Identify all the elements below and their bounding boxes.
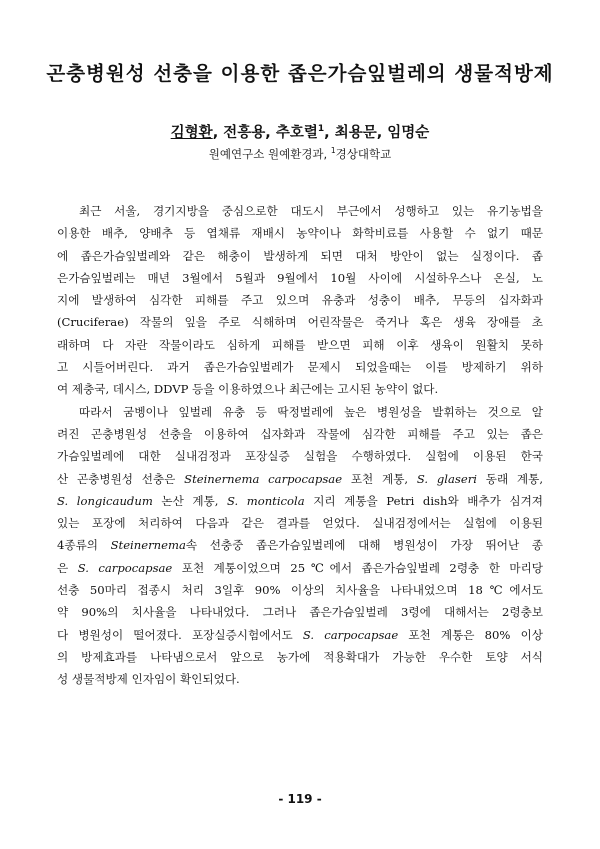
text-line <box>57 557 543 579</box>
text-segment: 여 제충국, 데시스, DDVP 등을 이용하였으나 최근에는 고시된 농약이 없다. <box>57 382 439 397</box>
text-segment: 약 90%의 치사율을 나타내었다. 그러나 좁은가슴잎벌레 3령에 대해서는 2령충보 <box>57 605 543 620</box>
text-segment: 산 곤충병원성 선충은 <box>57 471 185 486</box>
text-segment: 최근 서울, 경기지방을 중심으로한 대도시 부근에서 성행하고 있는 유기농법을 <box>79 204 543 218</box>
text-segment: 동래 계통, <box>476 471 543 486</box>
affiliation <box>0 146 600 162</box>
text-line <box>57 512 543 534</box>
text-segment: 성 생물적방제 인자임이 확인되었다. <box>57 672 240 687</box>
text-segment: (Cruciferae) 작물의 잎을 주로 식해하며 어린작물은 죽거나 혹은 생육 장애를 초 <box>57 315 543 330</box>
text-segment: 에 좁은가슴잎벌레와 같은 해충이 발생하게 되면 대처 방안이 없는 실정이다. 좁 <box>57 248 543 263</box>
text-line <box>57 468 543 490</box>
text-segment: 따라서 굼벵이나 잎벌레 유충 등 딱정벌레에 높은 병원성을 발휘하는 것으로 알 <box>79 404 543 419</box>
text-line <box>57 668 543 690</box>
affiliation-main: 원예연구소 원예환경과, <box>208 147 331 161</box>
species-name: S. monticola <box>226 493 305 508</box>
species-name: S. carpocapsae <box>302 627 399 642</box>
text-segment: 포천 계통은 80% 이상 <box>398 627 543 642</box>
text-line <box>57 423 543 445</box>
text-line <box>57 579 543 601</box>
text-segment: 포천 계통, <box>342 471 417 486</box>
text-segment: 다 병원성이 떨어졌다. 포장실증시험에서도 <box>57 627 303 642</box>
species-name: S. longicaudum <box>57 493 153 508</box>
text-line <box>57 356 543 378</box>
affiliation-second: 경상대학교 <box>335 147 392 161</box>
text-segment: 논산 계통, <box>152 493 227 508</box>
paragraph <box>57 200 543 401</box>
affiliation-mark: 1 <box>330 146 336 156</box>
species-name: Steinernema <box>110 538 186 553</box>
text-line <box>57 222 543 244</box>
author-list: 김형환, 전흥용, 추호렬$^1$, 최용문, 임명순 <box>170 124 430 141</box>
text-segment: 려진 곤충병원성 선충을 이용하여 십자화과 작물에 심각한 피해를 주고 있는 좁은 <box>57 426 543 441</box>
text-line <box>57 267 543 289</box>
text-segment: 고 시들어버린다. 과거 좁은가슴잎벌레가 문제시 되었을때는 이를 방제하기 위하 <box>57 360 543 375</box>
text-segment: 포천 계통이었으며 25℃에서 좁은가슴잎벌레 2령충 한 마리당 <box>172 560 543 575</box>
text-segment: 지리 계통을 Petri dish와 배추가 심겨져 <box>304 493 543 508</box>
paper-title: 곤충병원성 선충을 이용한 좁은가슴잎벌레의 생물적방제 <box>46 62 554 85</box>
species-name: S. carpocapsae <box>77 560 173 575</box>
text-line <box>57 490 543 512</box>
text-line <box>57 646 543 668</box>
text-line <box>57 245 543 267</box>
text-segment: 은가슴잎벌레는 매년 3월에서 5월과 9월에서 10월 사이에 시설하우스나 온실, 노 <box>57 270 543 285</box>
paragraph <box>57 401 543 691</box>
abstract-body <box>57 200 543 691</box>
species-name: S. glaseri <box>416 471 477 486</box>
text-line <box>57 289 543 311</box>
page-number: - 119 - <box>278 792 322 806</box>
text-line <box>57 601 543 623</box>
text-segment: 속 선충중 좁은가슴잎벌레에 대해 병원성이 가장 뛰어난 종 <box>185 538 543 553</box>
author-5: 임명순 <box>387 125 430 141</box>
text-line <box>57 200 543 222</box>
author-2: 전흥용 <box>223 125 266 141</box>
author-3: 추호렬 <box>275 125 318 141</box>
text-segment: 은 <box>57 560 78 575</box>
text-line <box>57 378 543 400</box>
text-segment: 선충 50마리 접종시 처리 3일후 90% 이상의 치사율을 나타내었으며 18℃에서도 <box>57 583 543 598</box>
author-first: 김형환 <box>170 125 213 141</box>
author-4: 최용문 <box>334 125 377 141</box>
text-line <box>57 334 543 356</box>
author-3-affil-mark: 1 <box>317 124 325 135</box>
text-segment: 의 방제효과를 나타냄으로서 앞으로 농가에 적용확대가 가능한 우수한 토양 서식 <box>57 649 543 664</box>
text-line <box>57 624 543 646</box>
text-segment: 가슴잎벌레에 대한 실내검정과 포장실증 실험을 수행하였다. 실험에 이용된 한국 <box>57 449 543 464</box>
species-name: Steinernema carpocapsae <box>184 471 343 486</box>
text-segment: 4종류의 <box>57 538 111 553</box>
text-segment: 이용한 배추, 양배추 등 엽채류 재배시 농약이나 화학비료를 사용할 수 없기 때문 <box>57 226 543 241</box>
text-line <box>57 401 543 423</box>
text-segment: 래하며 다 자란 작물이라도 심하게 피해를 받으면 피해 이후 생육이 원활치 못하 <box>57 337 543 352</box>
text-line <box>57 311 543 333</box>
text-line <box>57 534 543 556</box>
text-line <box>57 445 543 467</box>
text-segment: 지에 발생하여 심각한 피해를 주고 있으며 유충과 성충이 배추, 무등의 십자화과 <box>57 293 543 308</box>
text-segment: 있는 포장에 처리하여 다음과 같은 결과를 얻었다. 실내검정에서는 실험에 이용된 <box>57 516 543 531</box>
